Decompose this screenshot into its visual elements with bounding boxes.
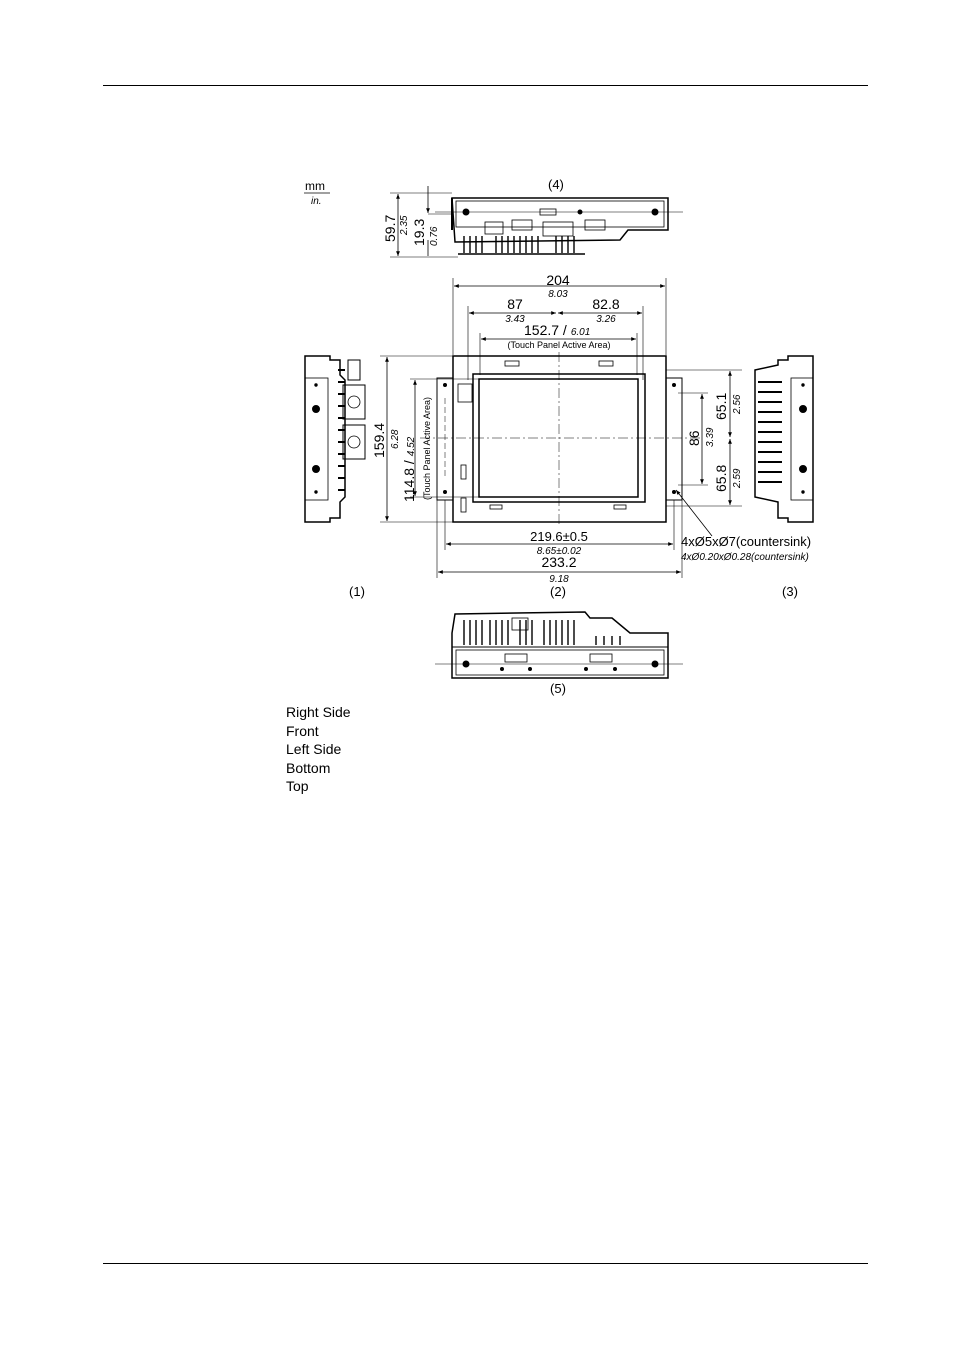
- unit-legend: [304, 179, 330, 207]
- dim-upper-half-mm: 65.1: [713, 392, 729, 420]
- left-side-view: [755, 356, 813, 522]
- dim-holes-in: 4xØ0.20xØ0.28(countersink): [681, 552, 809, 563]
- legend-item-bottom: Bottom: [286, 759, 331, 776]
- view-label-bottom: (5): [550, 681, 566, 696]
- dim-lower-half-in: 2.59: [732, 468, 743, 488]
- dim-active-width-note: (Touch Panel Active Area): [507, 340, 611, 350]
- view-label-front: (2): [550, 584, 566, 599]
- dim-hole-pitch-v-mm: 86: [686, 430, 702, 446]
- svg-text:152.7 /6.01: [524, 322, 590, 338]
- dim-overall-height-in: 6.28: [390, 429, 401, 449]
- dim-active-width-mm: 152.7 /: [524, 322, 567, 338]
- dim-top-offset-mm: 19.3: [411, 218, 427, 246]
- legend-item-top: Top: [286, 778, 309, 794]
- dim-left-part-in: 3.43: [505, 314, 525, 325]
- dim-overall-width-in: 8.03: [548, 289, 568, 300]
- dim-lower-half-mm: 65.8: [713, 464, 729, 492]
- dim-flange-width-in: 9.18: [549, 574, 569, 585]
- dim-flange-width-mm: 233.2: [541, 554, 577, 570]
- unit-in: in.: [311, 196, 322, 207]
- right-side-view: [305, 356, 365, 522]
- view-label-top: (4): [548, 177, 564, 192]
- dim-overall-height-mm: 159.4: [371, 422, 387, 458]
- dim-top-depth-mm: 59.7: [382, 214, 398, 242]
- dim-top-offset-in: 0.76: [429, 226, 440, 246]
- svg-text:114.8 /4.52: [401, 436, 417, 502]
- unit-mm: mm: [305, 179, 325, 193]
- legend-item-left-side: Left Side: [286, 741, 342, 757]
- view-label-left-side: (3): [782, 584, 798, 599]
- legend-item-right-side: Right Side: [286, 704, 351, 720]
- dim-active-height-in: 4.52: [406, 436, 417, 457]
- dim-hole-pitch-h-mm: 219.6±0.5: [530, 529, 588, 544]
- legend-item-front: Front: [286, 722, 319, 739]
- dim-upper-half-in: 2.56: [732, 394, 743, 414]
- dim-left-part-mm: 87: [507, 296, 523, 312]
- view-legend: [286, 703, 351, 796]
- view-label-right-side: (1): [349, 584, 365, 599]
- dim-hole-pitch-h-in: 8.65±0.02: [536, 546, 582, 557]
- dim-hole-pitch-v-in: 3.39: [705, 427, 716, 447]
- dim-holes-mm: 4xØ5xØ7(countersink): [681, 534, 812, 549]
- dim-active-height-note: (Touch Panel Active Area): [422, 396, 432, 500]
- bottom-view: [435, 612, 683, 678]
- dim-overall-width-mm: 204: [546, 272, 570, 288]
- dim-top-depth-in: 2.35: [399, 215, 410, 235]
- dim-right-part-in: 3.26: [596, 314, 616, 325]
- dim-active-width-in: 6.01: [570, 327, 591, 338]
- dim-active-height-mm: 114.8 /: [401, 460, 417, 502]
- dim-right-part-mm: 82.8: [592, 296, 620, 312]
